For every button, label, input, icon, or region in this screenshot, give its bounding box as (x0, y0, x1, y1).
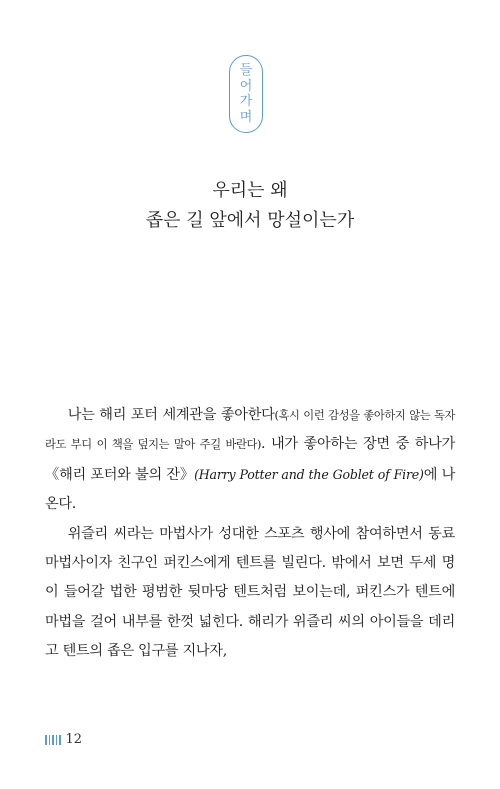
chapter-title-line-1: 우리는 왜 (212, 180, 288, 201)
page-marker-icon (45, 735, 61, 745)
section-badge (229, 55, 263, 133)
paragraph-2: 위즐리 씨라는 마법사가 성대한 스포츠 행사에 참여하면서 동료 마법사이자 친구인 퍼킨스에게 텐트를 빌린다. 밖에서 보면 두세 명이 들어갈 법한 평범한 뒷마당 텐트처럼 보이는데, 퍼킨스가 텐트에 마법을 걸어 내부를 한껏 넓힌다. 해리가 위즐리 씨의 아이들을 데리고 텐트의 좁은 입구를 지나자, (45, 525, 455, 660)
page-footer (45, 732, 82, 747)
english-title: (Harry Potter and the Goblet of Fire) (194, 466, 424, 482)
paragraph-1-text: . 내가 좋아하는 장면 중 하나가 《해리 포터와 불의 잔》 (45, 436, 455, 483)
section-badge-char: 며 (239, 109, 253, 125)
parenthetical-note: (혹시 이런 감성을 좋아하지 않는 독자라도 부디 이 책을 덮지는 말아 주길 바란다) (45, 409, 456, 452)
page-number: 12 (65, 732, 83, 747)
section-badge-char: 어 (239, 78, 253, 94)
section-badge-char: 가 (239, 94, 253, 109)
section-badge-char: 들 (239, 63, 253, 78)
paragraph-1-text: 나는 해리 포터 세계관을 좋아한다 (67, 407, 275, 423)
chapter-title-line-2: 좁은 길 앞에서 망설이는가 (145, 210, 355, 231)
body-text (45, 401, 455, 667)
paragraph-1 (45, 401, 455, 520)
paragraph-1-text: 에 나온다. (45, 466, 455, 513)
